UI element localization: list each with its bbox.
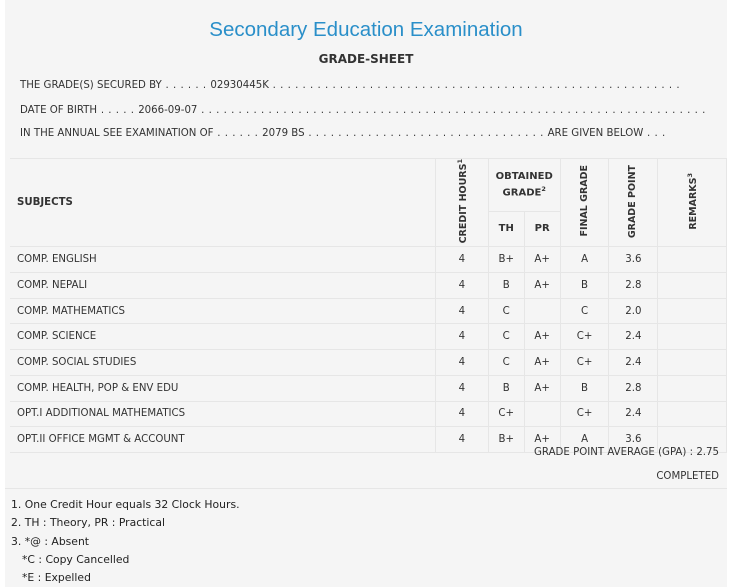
cell-pr: A+ xyxy=(524,427,560,453)
table-row xyxy=(10,350,727,376)
cell-subject: COMP. SOCIAL STUDIES xyxy=(10,350,435,376)
cell-pr: A+ xyxy=(524,350,560,376)
grades-table xyxy=(10,158,727,453)
exam-label: IN THE ANNUAL SEE EXAMINATION OF xyxy=(20,128,214,139)
note-th-pr: 2. TH : Theory, PR : Practical xyxy=(11,516,165,529)
table-row xyxy=(10,273,727,299)
cell-th: B xyxy=(488,273,524,299)
table-row xyxy=(10,247,727,273)
info-date-of-birth: DATE OF BIRTH . . . . . 2066-09-07 . . . . . . . . . . . . . . . . . . . . . . . . . . . . . . . . . . . . . . . . . . . . . . . . . . . . . . . . . . . . . . . . . . . . xyxy=(20,105,706,116)
cell-grade-point: 3.6 xyxy=(609,427,658,453)
note-credit-hour: 1. One Credit Hour equals 32 Clock Hours. xyxy=(11,498,240,511)
cell-final: A xyxy=(560,427,609,453)
cell-credit: 4 xyxy=(435,324,488,350)
cell-final: B xyxy=(560,273,609,299)
table-row xyxy=(10,298,727,324)
cell-subject: COMP. SCIENCE xyxy=(10,324,435,350)
note-copy-cancelled: *C : Copy Cancelled xyxy=(22,553,130,566)
cell-final: C+ xyxy=(560,401,609,427)
cell-th: C+ xyxy=(488,401,524,427)
cell-credit: 4 xyxy=(435,427,488,453)
note-expelled: *E : Expelled xyxy=(22,571,91,584)
cell-pr xyxy=(524,298,560,324)
sheet-subtitle: GRADE-SHEET xyxy=(318,52,414,66)
cell-credit: 4 xyxy=(435,375,488,401)
cell-th: C xyxy=(488,350,524,376)
cell-grade-point: 2.4 xyxy=(609,401,658,427)
result-status: COMPLETED xyxy=(656,471,719,482)
cell-final: B xyxy=(560,375,609,401)
gpa-label: GRADE POINT AVERAGE (GPA) : xyxy=(534,447,694,458)
cell-credit: 4 xyxy=(435,298,488,324)
exam-suffix: ARE GIVEN BELOW xyxy=(547,128,644,139)
info-exam: IN THE ANNUAL SEE EXAMINATION OF . . . . . . 2079 BS . . . . . . . . . . . . . . . . . . . . . . . . . . . . . . . . ARE GIVEN BELOW . . . xyxy=(20,128,666,139)
cell-final: A xyxy=(560,247,609,273)
cell-subject: OPT.II OFFICE MGMT & ACCOUNT xyxy=(10,427,435,453)
header-th: TH xyxy=(488,211,524,247)
header-subjects: SUBJECTS xyxy=(10,159,435,247)
cell-remarks xyxy=(658,350,727,376)
cell-subject: COMP. NEPALI xyxy=(10,273,435,299)
table-row xyxy=(10,324,727,350)
cell-th: C xyxy=(488,324,524,350)
cell-subject: COMP. ENGLISH xyxy=(10,247,435,273)
header-final-grade: FINAL GRADE xyxy=(560,159,609,247)
cell-subject: COMP. HEALTH, POP & ENV EDU xyxy=(10,375,435,401)
cell-th: B xyxy=(488,375,524,401)
cell-credit: 4 xyxy=(435,273,488,299)
cell-remarks xyxy=(658,273,727,299)
gpa-summary xyxy=(534,447,719,458)
header-remarks: REMARKS$^3$ xyxy=(658,159,727,247)
cell-pr: A+ xyxy=(524,247,560,273)
cell-th: C xyxy=(488,298,524,324)
cell-grade-point: 2.4 xyxy=(609,324,658,350)
cell-final: C xyxy=(560,298,609,324)
cell-grade-point: 2.4 xyxy=(609,350,658,376)
cell-grade-point: 3.6 xyxy=(609,247,658,273)
cell-credit: 4 xyxy=(435,401,488,427)
dob-label: DATE OF BIRTH xyxy=(20,105,98,116)
cell-remarks xyxy=(658,401,727,427)
cell-remarks xyxy=(658,375,727,401)
symbol-number: 02930445K xyxy=(210,80,269,91)
cell-final: C+ xyxy=(560,324,609,350)
info-secured-by: THE GRADE(S) SECURED BY . . . . . . 02930445K . . . . . . . . . . . . . . . . . . . . . . . . . . . . . . . . . . . . . . . . . . . . . . . . . . . . . . . xyxy=(20,80,681,91)
cell-grade-point: 2.8 xyxy=(609,375,658,401)
cell-credit: 4 xyxy=(435,350,488,376)
cell-remarks xyxy=(658,247,727,273)
page-title: Secondary Education Examination xyxy=(209,18,523,41)
cell-pr xyxy=(524,401,560,427)
cell-subject: OPT.I ADDITIONAL MATHEMATICS xyxy=(10,401,435,427)
gpa-value: 2.75 xyxy=(696,447,719,458)
cell-remarks xyxy=(658,324,727,350)
cell-final: C+ xyxy=(560,350,609,376)
table-row xyxy=(10,401,727,427)
cell-th: B+ xyxy=(488,247,524,273)
cell-subject: COMP. MATHEMATICS xyxy=(10,298,435,324)
grade-sheet xyxy=(5,0,727,587)
header-credit-hours: CREDIT HOURS$^1$ xyxy=(435,159,488,247)
cell-grade-point: 2.8 xyxy=(609,273,658,299)
table-row xyxy=(10,375,727,401)
footer-divider xyxy=(5,488,727,489)
header-pr: PR xyxy=(524,211,560,247)
exam-year: 2079 BS xyxy=(262,128,305,139)
cell-grade-point: 2.0 xyxy=(609,298,658,324)
note-absent: 3. *@ : Absent xyxy=(11,535,90,548)
secured-label: THE GRADE(S) SECURED BY xyxy=(20,80,162,91)
cell-pr: A+ xyxy=(524,273,560,299)
cell-remarks xyxy=(658,298,727,324)
header-grade-point: GRADE POINT xyxy=(609,159,658,247)
dob-value: 2066-09-07 xyxy=(138,105,198,116)
cell-pr: A+ xyxy=(524,375,560,401)
cell-credit: 4 xyxy=(435,247,488,273)
header-obtained-grade: OBTAINED GRADE$^2$ xyxy=(488,159,560,212)
cell-th: B+ xyxy=(488,427,524,453)
cell-pr: A+ xyxy=(524,324,560,350)
table-header-row xyxy=(10,159,727,212)
